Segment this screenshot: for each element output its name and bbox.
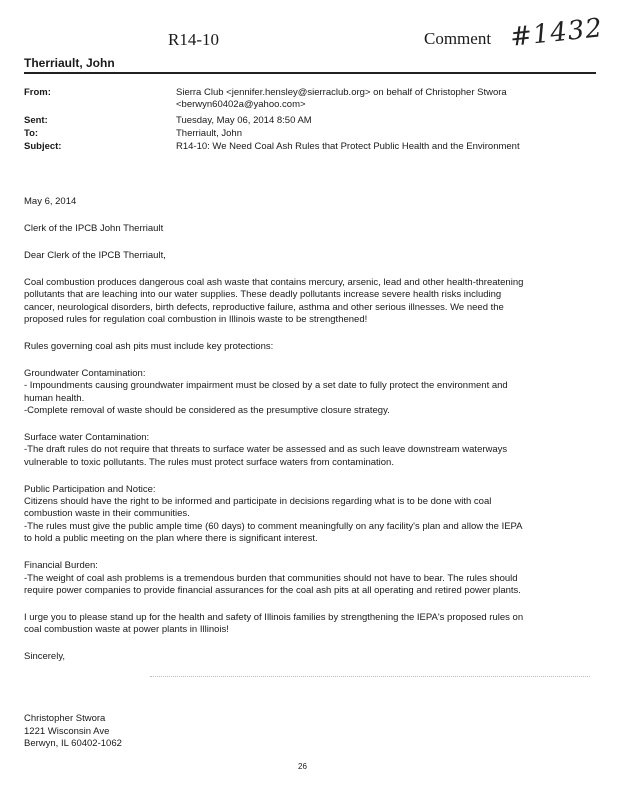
paragraph-line: human health. (24, 392, 85, 404)
signer-street: 1221 Wisconsin Ave (24, 725, 110, 737)
from-label: From: (24, 87, 51, 98)
paragraph-line: require power companies to provide financial assurances for the coal ash pits at all operating and retired power plants. (24, 584, 521, 596)
paragraph-line: combustion waste in their communities. (24, 508, 190, 520)
surface-water-section (24, 432, 584, 469)
paragraph-line: I urge you to please stand up for the health and safety of Illinois families by strengthening the IEPA's proposed rules on (24, 611, 524, 623)
paragraph-line: -The weight of coal ash problems is a tremendous burden that communities should not have to bear. The rules should (24, 572, 518, 584)
docket-number: R14-10 (168, 30, 219, 49)
paragraph-line: Citizens should have the right to be informed and participate in decisions regarding what is to be done with coal (24, 496, 492, 507)
signature-block (24, 713, 122, 751)
signer-city: Berwyn, IL 60402-1062 (24, 738, 122, 750)
section-heading: Groundwater Contamination: (24, 367, 146, 379)
from-value-line: Sierra Club <jennifer.hensley@sierraclub.org> on behalf of Christopher Stwora (176, 87, 507, 98)
paragraph-line: cancer, neurological disorders, birth defects, reproductive failure, asthma and other serious illnesses. We need the (24, 301, 504, 313)
scan-artifact-divider (150, 676, 590, 678)
paragraph-line: Coal combustion produces dangerous coal ash waste that contains mercury, arsenic, lead and other health-threatening (24, 276, 524, 288)
intro-paragraph (24, 277, 584, 327)
section-heading: Surface water Contamination: (24, 431, 150, 443)
paragraph-line: -The draft rules do not require that threats to surface water be assessed and as such leave downstream waterways (24, 444, 508, 456)
to-label: To: (24, 128, 39, 139)
rules-intro: Rules governing coal ash pits must include key protections: (24, 340, 274, 352)
financial-section (24, 560, 584, 597)
section-heading: Financial Burden: (24, 560, 98, 572)
sent-label: Sent: (24, 115, 48, 126)
paragraph-line: vulnerable to toxic pollutants. The rules must protect surface waters from contamination. (24, 456, 394, 468)
subject-value: R14-10: We Need Coal Ash Rules that Protect Public Health and the Environment (176, 141, 520, 152)
groundwater-section (24, 368, 584, 418)
closing-paragraph (24, 612, 584, 637)
mailbox-owner: Therriault, John (24, 56, 115, 70)
section-heading: Public Participation and Notice: (24, 483, 156, 495)
page-number: 26 (298, 762, 307, 771)
participation-section (24, 484, 584, 546)
letter-salutation: Dear Clerk of the IPCB Therriault, (24, 249, 166, 261)
paragraph-line: coal combustion waste at power plants in Illinois! (24, 624, 229, 636)
paragraph-line: - Impoundments causing groundwater impairment must be closed by a set date to fully protect the environment and (24, 380, 508, 392)
subject-label: Subject: (24, 141, 62, 152)
paragraph-line: -The rules must give the public ample time (60 days) to comment meaningfully on any facility's plan and allow the IEPA (24, 520, 523, 532)
paragraph-line: to hold a public meeting on the plan where there is significant interest. (24, 533, 318, 545)
comment-number-handwritten: #1432 (508, 13, 605, 53)
letter-date: May 6, 2014 (24, 196, 77, 207)
letter-recipient: Clerk of the IPCB John Therriault (24, 222, 164, 234)
letter-body (24, 196, 584, 678)
paragraph-line: -Complete removal of waste should be considered as the presumptive closure strategy. (24, 404, 390, 416)
sent-value: Tuesday, May 06, 2014 8:50 AM (176, 115, 312, 126)
from-value (176, 87, 576, 111)
signoff: Sincerely, (24, 651, 66, 663)
paragraph-line: pollutants that are leaching into our water supplies. These deadly pollutants increase severe health risks including (24, 289, 502, 301)
paragraph-line: proposed rules for regulation coal combustion in Illinois waste to be strengthened! (24, 313, 368, 325)
to-value: Therriault, John (176, 128, 243, 139)
from-value-line: <berwyn60402a@yahoo.com> (176, 99, 306, 110)
header-divider (24, 72, 596, 74)
signer-name: Christopher Stwora (24, 713, 106, 724)
comment-label: Comment (424, 29, 492, 48)
